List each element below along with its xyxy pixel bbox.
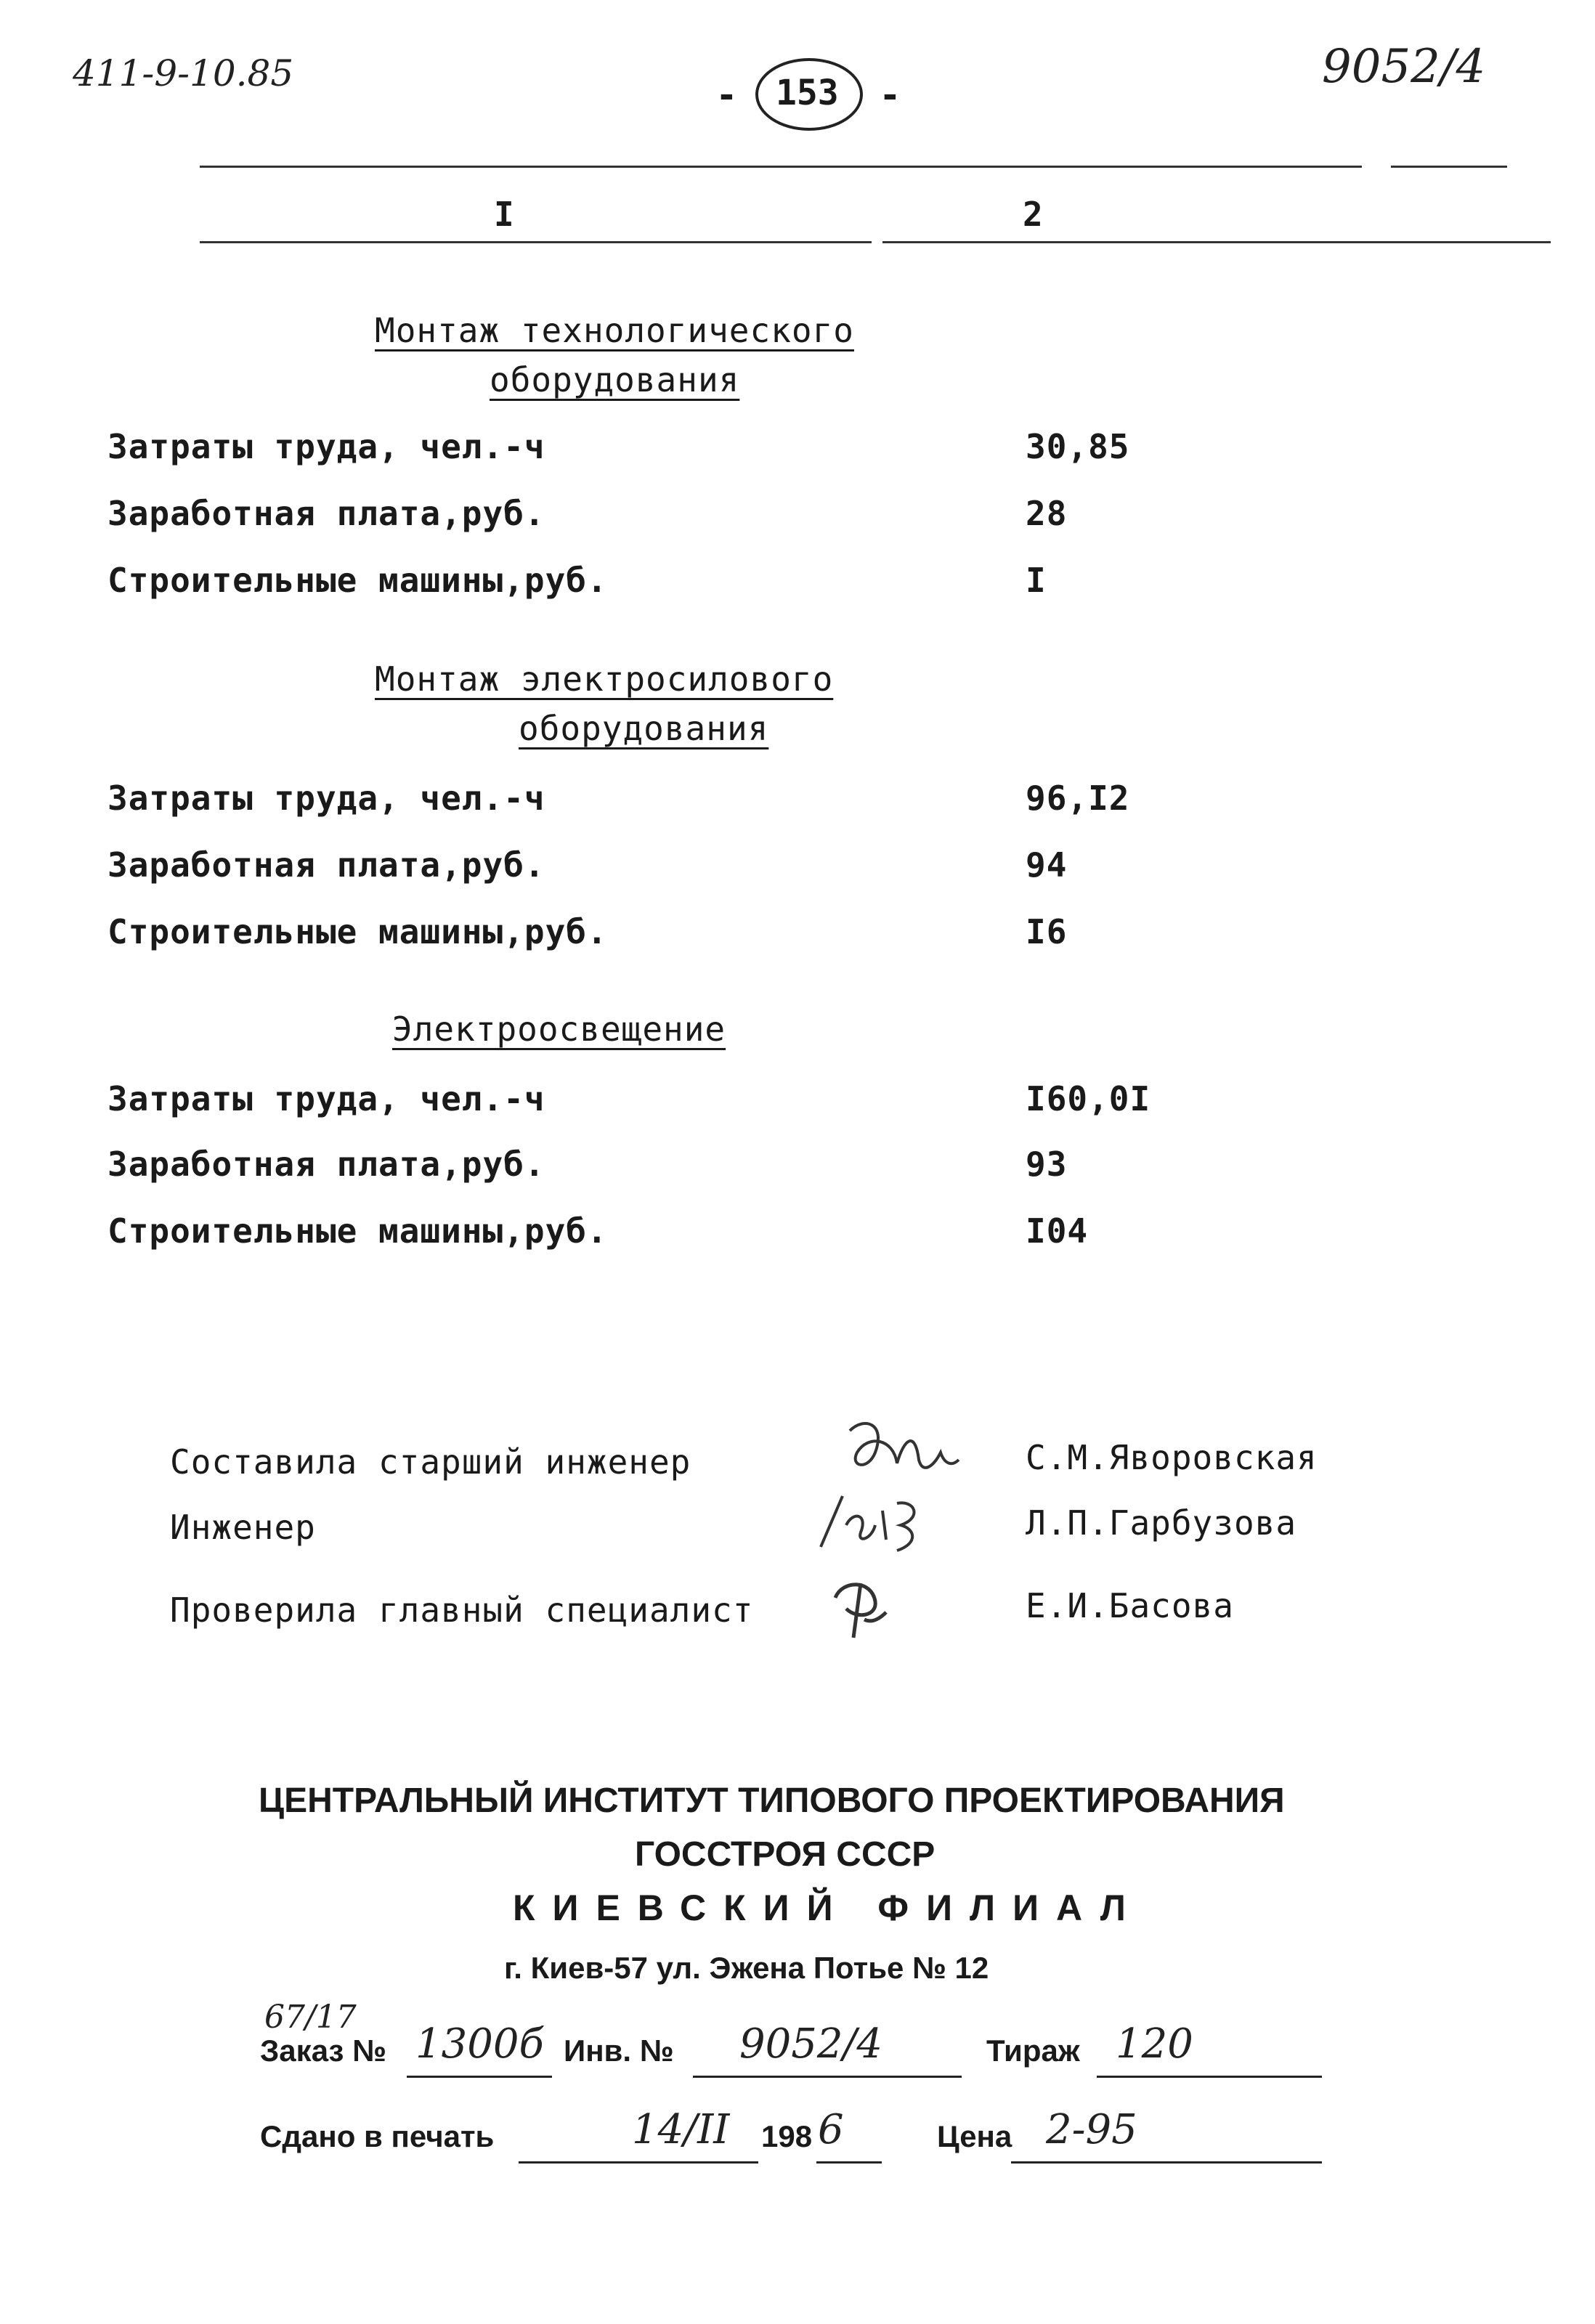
signature-role: Проверила главный специалист	[170, 1590, 754, 1630]
submitted-date: 14/II	[632, 2106, 730, 2153]
submitted-year-prefix: 198	[761, 2119, 813, 2153]
row-label: Строительные машины,руб.	[107, 912, 608, 951]
header-rule-bottom-right	[882, 241, 1551, 243]
row-value: 96,I2	[1026, 779, 1130, 818]
dash-left: -	[719, 74, 734, 116]
print-run-label: Тираж	[986, 2033, 1080, 2068]
signature-role: Составила старший инженер	[170, 1442, 691, 1482]
print-run-underline	[1097, 2076, 1322, 2078]
archive-number: 9052/4	[1322, 40, 1486, 94]
row-label: Строительные машины,руб.	[107, 561, 608, 600]
column-header-2: 2	[1023, 195, 1044, 234]
order-underline	[407, 2076, 552, 2078]
print-run-value: 120	[1116, 2020, 1193, 2068]
signature-name: Е.И.Басова	[1026, 1586, 1234, 1625]
branch-name: КИЕВСКИЙ ФИЛИАЛ	[513, 1888, 1143, 1928]
row-label: Затраты труда, чел.-ч	[107, 427, 545, 466]
submitted-label: Сдано в печать	[260, 2119, 495, 2153]
row-value: 94	[1026, 845, 1068, 885]
inv-underline	[693, 2076, 962, 2078]
handwritten-signature	[835, 1409, 966, 1489]
price-underline	[1011, 2161, 1322, 2163]
section-title: Электроосвещение	[392, 1009, 726, 1049]
header-rule-bottom-left	[200, 241, 872, 243]
institute-name: ЦЕНТРАЛЬНЫЙ ИНСТИТУТ ТИПОВОГО ПРОЕКТИРОВАНИЯ	[259, 1781, 1285, 1820]
inv-label: Инв. №	[564, 2033, 674, 2068]
submitted-year-suffix: 6	[818, 2106, 844, 2153]
row-label: Затраты труда, чел.-ч	[107, 779, 545, 818]
section-title: оборудования	[519, 709, 769, 748]
header-rule-top-left	[200, 166, 1362, 168]
submitted-underline	[519, 2161, 758, 2163]
row-label: Затраты труда, чел.-ч	[107, 1079, 545, 1118]
order-value: 1300б	[415, 2020, 544, 2068]
row-value: 93	[1026, 1145, 1068, 1184]
dash-right: -	[882, 74, 898, 116]
order-note: 67/17	[264, 1999, 357, 2036]
column-header-1: I	[494, 195, 515, 234]
section-title: Монтаж технологического	[375, 311, 854, 350]
row-value: 28	[1026, 494, 1068, 533]
price-label: Цена	[937, 2119, 1012, 2153]
row-label: Заработная плата,руб.	[107, 1145, 545, 1184]
row-label: Строительные машины,руб.	[107, 1211, 608, 1251]
section-title: оборудования	[490, 360, 740, 399]
price-value: 2-95	[1046, 2106, 1137, 2153]
handwritten-signature	[821, 1569, 901, 1649]
order-label: Заказ №	[260, 2033, 386, 2068]
row-value: I6	[1026, 912, 1068, 951]
header-rule-top-right	[1391, 166, 1507, 168]
institute-name: ГОССТРОЯ СССР	[635, 1835, 936, 1874]
signature-role: Инженер	[170, 1508, 316, 1547]
row-label: Заработная плата,руб.	[107, 845, 545, 885]
row-value: I04	[1026, 1211, 1089, 1251]
page-number: 153	[776, 73, 839, 113]
handwritten-signature	[813, 1482, 937, 1554]
row-label: Заработная плата,руб.	[107, 494, 545, 533]
inv-value: 9052/4	[739, 2020, 883, 2068]
signature-name: С.М.Яворовская	[1026, 1438, 1318, 1477]
doc-code: 411-9-10.85	[73, 52, 294, 94]
row-value: I	[1026, 561, 1047, 600]
section-title: Монтаж электросилового	[375, 659, 834, 699]
signature-name: Л.П.Гарбузова	[1026, 1503, 1297, 1543]
row-value: 30,85	[1026, 427, 1130, 466]
submitted-year-underline	[816, 2161, 882, 2163]
row-value: I60,0I	[1026, 1079, 1151, 1118]
address: г. Киев-57 ул. Эжена Потье № 12	[504, 1951, 989, 1985]
